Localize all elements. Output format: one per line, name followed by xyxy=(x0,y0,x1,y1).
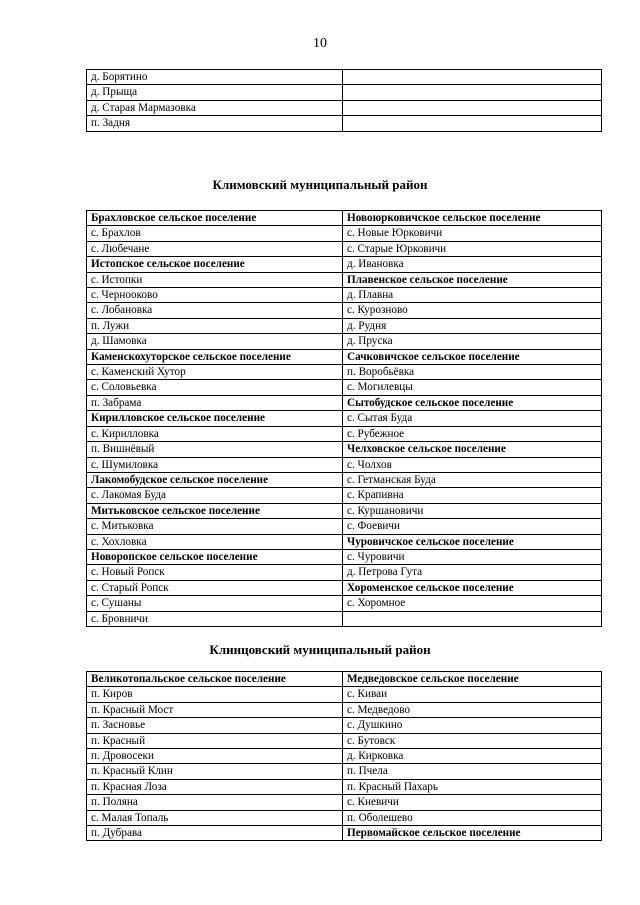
table-row xyxy=(87,442,602,457)
table-row xyxy=(87,426,602,441)
settlement-header-cell: Брахловское сельское поселение xyxy=(87,211,343,226)
locality-cell: с. Любечане xyxy=(87,241,343,256)
locality-cell: с. Малая Топаль xyxy=(87,810,343,825)
table-row xyxy=(87,288,602,303)
table-row xyxy=(87,85,602,100)
locality-cell: с. Крапивна xyxy=(343,488,602,503)
table-row xyxy=(87,580,602,595)
locality-cell: д. Ивановка xyxy=(343,257,602,272)
table-row xyxy=(87,503,602,518)
locality-cell: д. Рудня xyxy=(343,318,602,333)
locality-cell: с. Каменский Хутор xyxy=(87,365,343,380)
locality-cell: п. Пчела xyxy=(343,764,602,779)
table-row xyxy=(87,411,602,426)
locality-cell: п. Красный xyxy=(87,733,343,748)
locality-cell: п. Дровосеки xyxy=(87,749,343,764)
locality-cell: д. Старая Мармазовка xyxy=(87,100,343,115)
klintsovsky-district-title: Клинцовский муниципальный район xyxy=(209,642,431,657)
locality-cell: с. Бровничи xyxy=(87,611,343,626)
locality-cell: п. Красная Лоза xyxy=(87,779,343,794)
table-row xyxy=(87,534,602,549)
settlement-header-cell: Первомайское сельское поселение xyxy=(343,826,602,841)
locality-cell: с. Сытая Буда xyxy=(343,411,602,426)
locality-cell: с. Сушаны xyxy=(87,596,343,611)
locality-cell xyxy=(343,611,602,626)
settlement-header-cell: Истопское сельское поселение xyxy=(87,257,343,272)
table-row xyxy=(87,488,602,503)
locality-cell: п. Воробьёвка xyxy=(343,365,602,380)
settlement-header-cell: Чуровичское сельское поселение xyxy=(343,534,602,549)
table-row xyxy=(87,596,602,611)
locality-cell xyxy=(343,85,602,100)
table-row xyxy=(87,795,602,810)
locality-cell: п. Красный Мост xyxy=(87,702,343,717)
locality-cell: с. Новые Юрковичи xyxy=(343,226,602,241)
locality-cell: п. Вишнёвый xyxy=(87,442,343,457)
locality-cell xyxy=(343,100,602,115)
settlement-header-cell: Кирилловское сельское поселение xyxy=(87,411,343,426)
locality-cell xyxy=(343,116,602,131)
klimovsky-settlements-table xyxy=(86,210,602,627)
locality-cell: с. Фоевичи xyxy=(343,519,602,534)
locality-cell: с. Бутовск xyxy=(343,733,602,748)
locality-cell: п. Засновье xyxy=(87,718,343,733)
locality-cell: с. Лакомая Буда xyxy=(87,488,343,503)
table-row xyxy=(87,519,602,534)
settlement-header-cell: Медведовское сельское поселение xyxy=(343,672,602,687)
settlement-header-cell: Каменскохуторское сельское поселение xyxy=(87,349,343,364)
locality-cell: с. Истопки xyxy=(87,272,343,287)
settlement-header-cell: Сачковичское сельское поселение xyxy=(343,349,602,364)
locality-cell: с. Могилевцы xyxy=(343,380,602,395)
table-row xyxy=(87,395,602,410)
settlement-header-cell: Митьковское сельское поселение xyxy=(87,503,343,518)
settlement-header-cell: Челховское сельское поселение xyxy=(343,442,602,457)
locality-cell: п. Красный Клин xyxy=(87,764,343,779)
settlement-header-cell: Хороменское сельское поселение xyxy=(343,580,602,595)
table-row xyxy=(87,826,602,841)
table-row xyxy=(87,380,602,395)
table-row xyxy=(87,733,602,748)
table-row xyxy=(87,549,602,564)
locality-cell: с. Киваи xyxy=(343,687,602,702)
table-row xyxy=(87,611,602,626)
table-row xyxy=(87,365,602,380)
settlement-header-cell: Плавенское сельское поселение xyxy=(343,272,602,287)
klimovsky-district-title: Климовский муниципальный район xyxy=(212,177,428,192)
locality-cell: п. Задня xyxy=(87,116,343,131)
klintsovsky-settlements-table xyxy=(86,671,602,841)
locality-cell: с. Кневичи xyxy=(343,795,602,810)
table-row xyxy=(87,100,602,115)
settlement-header-cell: Великотопальское сельское поселение xyxy=(87,672,343,687)
table-row xyxy=(87,116,602,131)
locality-cell: д. Шамовка xyxy=(87,334,343,349)
locality-cell: д. Кирковка xyxy=(343,749,602,764)
locality-cell: с. Рубежное xyxy=(343,426,602,441)
table-row xyxy=(87,565,602,580)
table-row xyxy=(87,211,602,226)
table-row xyxy=(87,779,602,794)
locality-cell: с. Кирилловка xyxy=(87,426,343,441)
page-number: 10 xyxy=(313,36,327,51)
table-row xyxy=(87,672,602,687)
table-row xyxy=(87,718,602,733)
locality-cell: с. Шумиловка xyxy=(87,457,343,472)
settlement-header-cell: Лакомобудское сельское поселение xyxy=(87,472,343,487)
table-row xyxy=(87,764,602,779)
table-row xyxy=(87,226,602,241)
locality-cell: с. Новый Ропск xyxy=(87,565,343,580)
settlement-header-cell: Новоюрковичское сельское поселение xyxy=(343,211,602,226)
table-row xyxy=(87,318,602,333)
table-row xyxy=(87,334,602,349)
continuation-table xyxy=(86,69,602,132)
table-row xyxy=(87,810,602,825)
locality-cell: д. Плавна xyxy=(343,288,602,303)
locality-cell: с. Куршановичи xyxy=(343,503,602,518)
locality-cell: с. Хохловка xyxy=(87,534,343,549)
table-row xyxy=(87,272,602,287)
locality-cell: с. Чуровичи xyxy=(343,549,602,564)
locality-cell: с. Душкино xyxy=(343,718,602,733)
locality-cell: с. Старые Юрковичи xyxy=(343,241,602,256)
locality-cell: д. Петрова Гута xyxy=(343,565,602,580)
table-row xyxy=(87,702,602,717)
settlement-header-cell: Новоропское сельское поселение xyxy=(87,549,343,564)
locality-cell: с. Хоромное xyxy=(343,596,602,611)
locality-cell: п. Поляна xyxy=(87,795,343,810)
locality-cell: с. Медведово xyxy=(343,702,602,717)
table-row xyxy=(87,749,602,764)
locality-cell: с. Лобановка xyxy=(87,303,343,318)
locality-cell xyxy=(343,70,602,85)
locality-cell: с. Гетманская Буда xyxy=(343,472,602,487)
locality-cell: п. Киров xyxy=(87,687,343,702)
table-row xyxy=(87,70,602,85)
locality-cell: д. Пруска xyxy=(343,334,602,349)
table-row xyxy=(87,257,602,272)
locality-cell: д. Прыща xyxy=(87,85,343,100)
locality-cell: с. Брахлов xyxy=(87,226,343,241)
locality-cell: п. Забрама xyxy=(87,395,343,410)
table-row xyxy=(87,349,602,364)
settlement-header-cell: Сытобудское сельское поселение xyxy=(343,395,602,410)
locality-cell: с. Курозново xyxy=(343,303,602,318)
locality-cell: п. Лужи xyxy=(87,318,343,333)
locality-cell: с. Соловьевка xyxy=(87,380,343,395)
locality-cell: с. Чолхов xyxy=(343,457,602,472)
locality-cell: с. Старый Ропск xyxy=(87,580,343,595)
table-row xyxy=(87,472,602,487)
table-row xyxy=(87,303,602,318)
table-row xyxy=(87,687,602,702)
locality-cell: п. Красный Пахарь xyxy=(343,779,602,794)
locality-cell: п. Оболешево xyxy=(343,810,602,825)
locality-cell: п. Дубрава xyxy=(87,826,343,841)
table-row xyxy=(87,241,602,256)
locality-cell: с. Чернооково xyxy=(87,288,343,303)
table-row xyxy=(87,457,602,472)
locality-cell: д. Борятино xyxy=(87,70,343,85)
locality-cell: с. Митьковка xyxy=(87,519,343,534)
